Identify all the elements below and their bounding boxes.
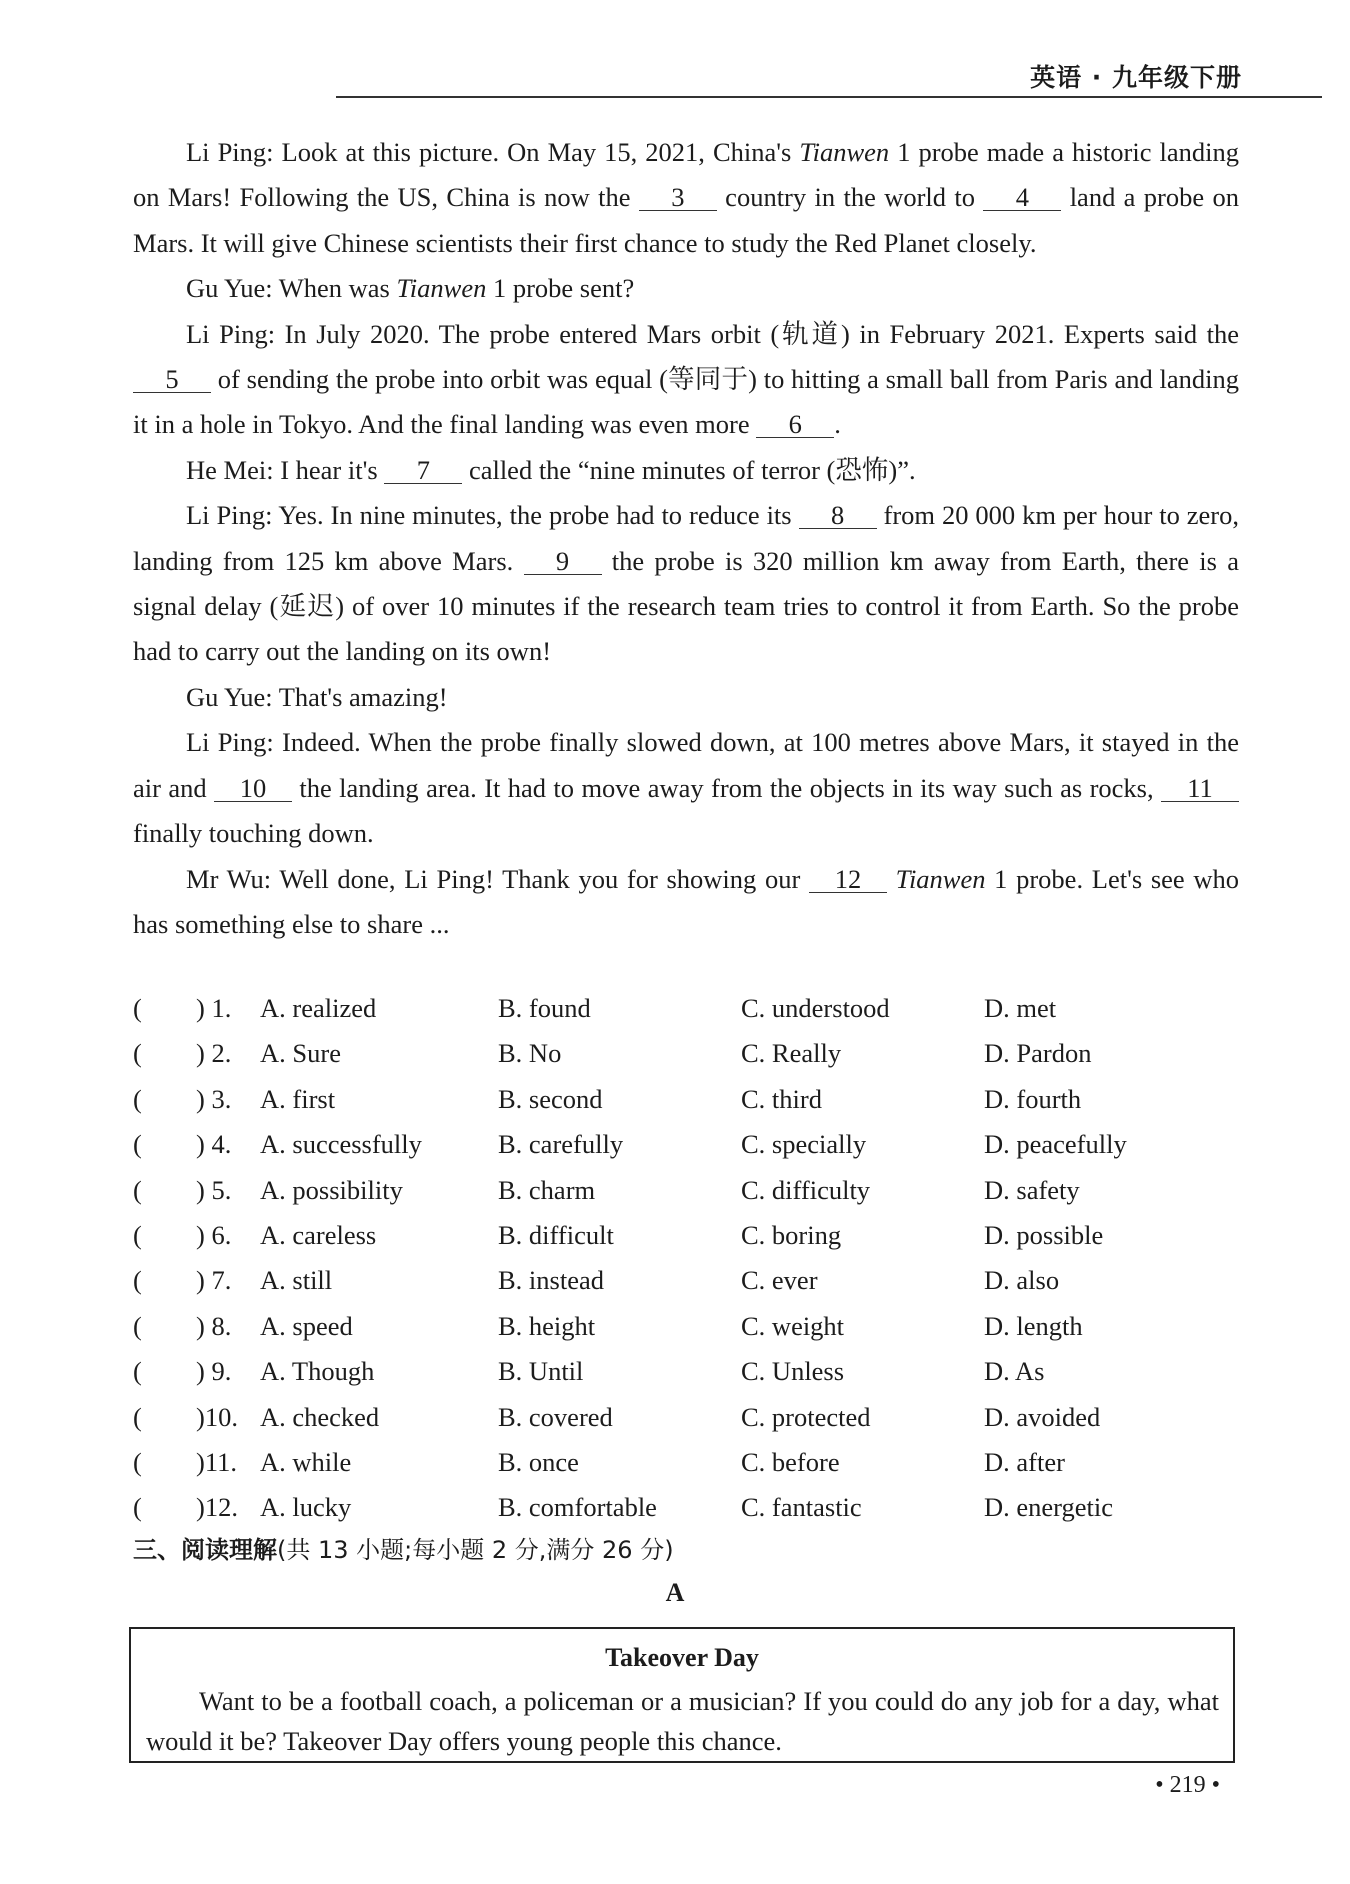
answer-paren: ( <box>133 1401 142 1432</box>
option-b: B. Until <box>498 1356 584 1387</box>
option-d: D. avoided <box>984 1401 1101 1432</box>
option-row <box>133 987 1239 1032</box>
option-b: B. covered <box>498 1401 613 1432</box>
blank-11: 11 <box>1161 775 1239 802</box>
dialogue-text: the probe is 320 million km away from Earth, there is a signal delay (延迟) of over 10 minutes if the research team tries to control it from Earth. So the probe had to carry out the landing on its own! <box>133 545 1239 667</box>
dialogue-paragraph <box>133 857 1239 948</box>
option-d: D. peacefully <box>984 1129 1127 1160</box>
question-number: )11. <box>196 1446 237 1477</box>
section-heading-title: 三、阅读理解 <box>133 1536 277 1564</box>
dialogue-paragraph <box>133 493 1239 675</box>
question-number: ) 9. <box>196 1356 232 1387</box>
dialogue-text: Li Ping: In July 2020. The probe entered Mars orbit (轨道) in February 2021. Experts said the <box>186 318 1239 349</box>
question-number: ) 1. <box>196 993 232 1023</box>
blank-6: 6 <box>756 411 834 438</box>
option-c: C. specially <box>741 1129 867 1160</box>
blank-3: 3 <box>639 184 717 211</box>
dialogue-text: Mr Wu: Well done, Li Ping! Thank you for showing our <box>186 863 809 894</box>
option-row <box>133 1123 1239 1168</box>
answer-paren: ( <box>133 1310 142 1341</box>
option-row <box>133 1396 1239 1441</box>
question-number: ) 4. <box>196 1129 232 1160</box>
blank-12: 12 <box>809 866 887 893</box>
dialogue-text: 1 probe made a historic landing on Mars! Following the US, China is now the <box>133 137 1239 213</box>
dialogue-text: of sending the probe into orbit was equal (等同于) to hitting a small ball from Paris and landing it in a hole in Tokyo. And the final landing was even more <box>133 364 1239 440</box>
options-list <box>133 987 1239 1532</box>
section-heading-detail: (共 13 小题;每小题 2 分,满分 26 分) <box>277 1536 674 1564</box>
passage-title: Takeover Day <box>605 1643 759 1672</box>
dialogue-text: the landing area. It had to move away from the objects in its way such as rocks, <box>292 772 1161 803</box>
option-row <box>133 1441 1239 1486</box>
option-row <box>133 1305 1239 1350</box>
dialogue-text: land a probe on Mars. It will give Chinese scientists their first chance to study the Red Planet closely. <box>133 182 1239 258</box>
dialogue-paragraph <box>133 675 1239 720</box>
dialogue-text: 1 probe sent? <box>486 273 635 304</box>
option-row <box>133 1214 1239 1259</box>
option-c: C. Really <box>741 1038 842 1069</box>
option-a: A. successfully <box>260 1129 422 1160</box>
option-row <box>133 1486 1239 1531</box>
dialogue-text: Li Ping: Look at this picture. On May 15, 2021, China's <box>186 137 800 167</box>
option-c: C. understood <box>741 993 890 1023</box>
option-b: B. once <box>498 1446 579 1477</box>
answer-paren: ( <box>133 1174 142 1205</box>
blank-5: 5 <box>133 366 211 393</box>
question-number: ) 3. <box>196 1083 232 1114</box>
dialogue-text: from 20 000 km per hour to zero, landing from 125 km above Mars. <box>133 500 1240 576</box>
question-number: ) 6. <box>196 1219 232 1250</box>
option-d: D. possible <box>984 1219 1104 1250</box>
option-row <box>133 1032 1239 1077</box>
italic-text: Tianwen <box>396 273 487 304</box>
dialogue-text: finally touching down. <box>133 818 374 849</box>
option-c: C. difficulty <box>741 1174 871 1205</box>
question-number: ) 8. <box>196 1310 232 1341</box>
blank-8: 8 <box>799 502 877 529</box>
option-b: B. found <box>498 993 591 1023</box>
dialogue-text: Li Ping: Indeed. When the probe finally slowed down, at 100 metres above Mars, it stayed in the air and <box>133 727 1239 803</box>
dialogue-text: He Mei: I hear it's <box>186 454 385 485</box>
dialogue-text: Gu Yue: When was <box>186 273 397 304</box>
answer-paren: ( <box>133 1492 142 1523</box>
cloze-dialogue <box>133 130 1239 947</box>
option-a: A. while <box>260 1446 352 1477</box>
option-d: D. length <box>984 1310 1083 1341</box>
question-number: )10. <box>196 1401 238 1432</box>
option-row <box>133 1350 1239 1395</box>
dialogue-paragraph <box>133 312 1239 448</box>
answer-paren: ( <box>133 1265 142 1296</box>
dialogue-paragraph <box>133 130 1239 266</box>
option-d: D. fourth <box>984 1083 1082 1114</box>
option-a: A. Sure <box>260 1038 341 1069</box>
option-row <box>133 1169 1239 1214</box>
option-a: A. lucky <box>260 1492 352 1523</box>
answer-paren: ( <box>133 993 142 1023</box>
option-a: A. speed <box>260 1310 353 1341</box>
header-title: 英语 · 九年级下册 <box>1030 63 1242 92</box>
option-row <box>133 1078 1239 1123</box>
option-a: A. possibility <box>260 1174 403 1205</box>
option-d: D. safety <box>984 1174 1080 1205</box>
blank-10: 10 <box>214 775 292 802</box>
question-number: ) 2. <box>196 1038 232 1069</box>
option-c: C. before <box>741 1446 840 1477</box>
answer-paren: ( <box>133 1219 142 1250</box>
answer-paren: ( <box>133 1129 142 1160</box>
dialogue-text: called the “nine minutes of terror (恐怖)”. <box>462 454 916 485</box>
answer-paren: ( <box>133 1038 142 1069</box>
italic-text: Tianwen <box>895 863 986 894</box>
dialogue-paragraph <box>133 266 1239 311</box>
option-a: A. first <box>260 1083 336 1114</box>
option-a: A. Though <box>260 1356 375 1387</box>
option-c: C. protected <box>741 1401 871 1432</box>
dialogue-text: Gu Yue: That's amazing! <box>186 681 448 712</box>
option-d: D. As <box>984 1356 1045 1387</box>
option-d: D. after <box>984 1446 1065 1477</box>
blank-7: 7 <box>384 457 462 484</box>
option-b: B. comfortable <box>498 1492 657 1523</box>
option-a: A. checked <box>260 1401 380 1432</box>
option-b: B. instead <box>498 1265 604 1296</box>
option-b: B. charm <box>498 1174 596 1205</box>
option-d: D. met <box>984 993 1057 1023</box>
option-d: D. Pardon <box>984 1038 1092 1069</box>
passage-box <box>129 1627 1235 1763</box>
option-c: C. third <box>741 1083 822 1114</box>
option-c: C. ever <box>741 1265 818 1296</box>
option-b: B. difficult <box>498 1219 614 1250</box>
passage-text: Want to be a football coach, a policeman or a musician? If you could do any job for a day, what would it be? Takeover Day offers young people this chance. <box>146 1686 1219 1756</box>
option-b: B. height <box>498 1310 596 1341</box>
dialogue-text: . <box>834 409 841 440</box>
italic-text: Tianwen <box>799 137 890 167</box>
answer-paren: ( <box>133 1356 142 1387</box>
option-row <box>133 1259 1239 1304</box>
blank-4: 4 <box>983 184 1061 211</box>
option-b: B. second <box>498 1083 603 1114</box>
page-number: • 219 • <box>1155 1772 1220 1798</box>
option-c: C. Unless <box>741 1356 845 1387</box>
dialogue-text: 1 probe. Let's see who has something else to share ... <box>133 863 1239 939</box>
question-number: ) 5. <box>196 1174 232 1205</box>
option-c: C. fantastic <box>741 1492 862 1523</box>
answer-paren: ( <box>133 1083 142 1114</box>
option-a: A. careless <box>260 1219 377 1250</box>
blank-9: 9 <box>524 548 602 575</box>
option-b: B. No <box>498 1038 562 1069</box>
passage-letter: A <box>665 1578 685 1607</box>
option-c: C. weight <box>741 1310 845 1341</box>
option-b: B. carefully <box>498 1129 624 1160</box>
dialogue-text <box>887 864 896 894</box>
option-a: A. realized <box>260 993 377 1023</box>
question-number: ) 7. <box>196 1265 232 1296</box>
section-heading <box>133 1530 674 1565</box>
dialogue-text: Li Ping: Yes. In nine minutes, the probe had to reduce its <box>186 500 799 531</box>
dialogue-paragraph <box>133 720 1239 856</box>
header-rule <box>336 96 1322 98</box>
option-a: A. still <box>260 1265 333 1296</box>
dialogue-paragraph <box>133 448 1239 493</box>
option-d: D. energetic <box>984 1492 1114 1523</box>
option-d: D. also <box>984 1265 1060 1296</box>
dialogue-text: country in the world to <box>716 182 984 213</box>
answer-paren: ( <box>133 1446 142 1477</box>
option-c: C. boring <box>741 1219 842 1250</box>
question-number: )12. <box>196 1492 238 1523</box>
